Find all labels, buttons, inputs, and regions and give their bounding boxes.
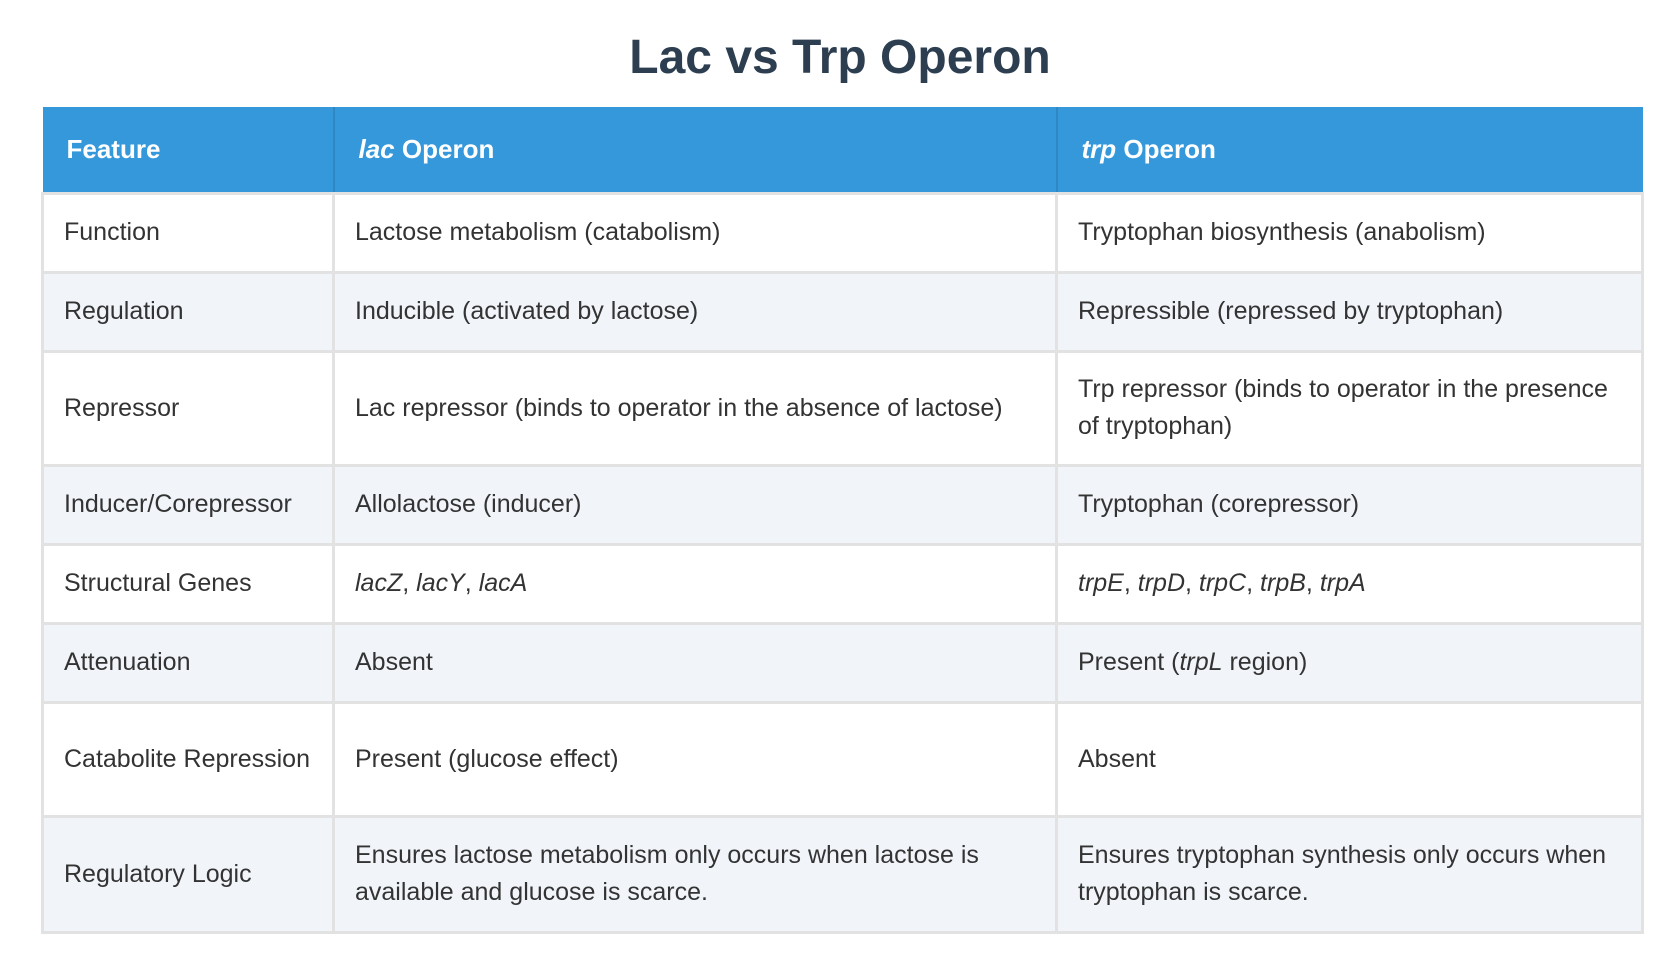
cell-feature: Inducer/Corepressor xyxy=(43,465,334,544)
header-trp-rest: Operon xyxy=(1116,133,1216,164)
gene-separator: , xyxy=(1123,569,1138,597)
header-lac-italic: lac xyxy=(358,133,395,164)
gene-name: trpA xyxy=(1319,569,1366,597)
cell-lac: Allolactose (inducer) xyxy=(334,465,1057,544)
table-row xyxy=(43,623,1643,702)
table-row xyxy=(43,465,1643,544)
gene-name: trpC xyxy=(1198,569,1247,597)
table-row xyxy=(43,272,1643,351)
cell-lac: Absent xyxy=(334,623,1057,702)
header-lac-operon xyxy=(334,107,1057,193)
gene-separator: , xyxy=(1305,569,1320,597)
cell-feature: Attenuation xyxy=(43,623,334,702)
cell-lac: Ensures lactose metabolism only occurs when lactose is available and glucose is scarce. xyxy=(334,816,1057,932)
page-title: Lac vs Trp Operon xyxy=(629,31,1051,84)
cell-trp xyxy=(1057,623,1643,702)
header-feature: Feature xyxy=(43,107,334,193)
gene-name: lacZ xyxy=(355,569,403,597)
cell-feature: Catabolite Repression xyxy=(43,702,334,816)
cell-lac-genes xyxy=(334,544,1057,623)
cell-lac: Lactose metabolism (catabolism) xyxy=(334,193,1057,272)
cell-lac: Present (glucose effect) xyxy=(334,702,1057,816)
cell-trp-italic: trpL xyxy=(1179,648,1223,676)
table-row xyxy=(43,544,1643,623)
comparison-table xyxy=(41,107,1644,934)
gene-separator: , xyxy=(1246,569,1261,597)
cell-lac: Lac repressor (binds to operator in the absence of lactose) xyxy=(334,351,1057,465)
cell-trp: Tryptophan biosynthesis (anabolism) xyxy=(1057,193,1643,272)
cell-trp: Trp repressor (binds to operator in the presence of tryptophan) xyxy=(1057,351,1643,465)
table-row xyxy=(43,193,1643,272)
cell-trp: Repressible (repressed by tryptophan) xyxy=(1057,272,1643,351)
cell-feature: Regulation xyxy=(43,272,334,351)
gene-name: lacY xyxy=(416,569,465,597)
cell-feature: Structural Genes xyxy=(43,544,334,623)
cell-trp: Absent xyxy=(1057,702,1643,816)
cell-trp: Tryptophan (corepressor) xyxy=(1057,465,1643,544)
gene-name: lacA xyxy=(478,569,528,597)
cell-trp-suffix: region) xyxy=(1222,648,1308,676)
cell-lac: Inducible (activated by lactose) xyxy=(334,272,1057,351)
header-trp-italic: trp xyxy=(1081,133,1117,164)
cell-trp-genes xyxy=(1057,544,1643,623)
header-lac-rest: Operon xyxy=(394,133,495,164)
table-row xyxy=(43,816,1643,932)
gene-separator: , xyxy=(1185,569,1199,597)
cell-trp-prefix: Present ( xyxy=(1078,648,1180,676)
cell-feature: Function xyxy=(43,193,334,272)
gene-name: trpB xyxy=(1260,569,1306,597)
table-header-row xyxy=(43,107,1643,193)
gene-name: trpD xyxy=(1137,569,1185,597)
table-row xyxy=(43,351,1643,465)
gene-name: trpE xyxy=(1078,569,1124,597)
cell-feature: Repressor xyxy=(43,351,334,465)
cell-feature: Regulatory Logic xyxy=(43,816,334,932)
cell-trp: Ensures tryptophan synthesis only occurs when tryptophan is scarce. xyxy=(1057,816,1643,932)
gene-separator: , xyxy=(402,569,417,597)
table-row xyxy=(43,702,1643,816)
gene-separator: , xyxy=(464,569,479,597)
header-trp-operon xyxy=(1057,107,1643,193)
